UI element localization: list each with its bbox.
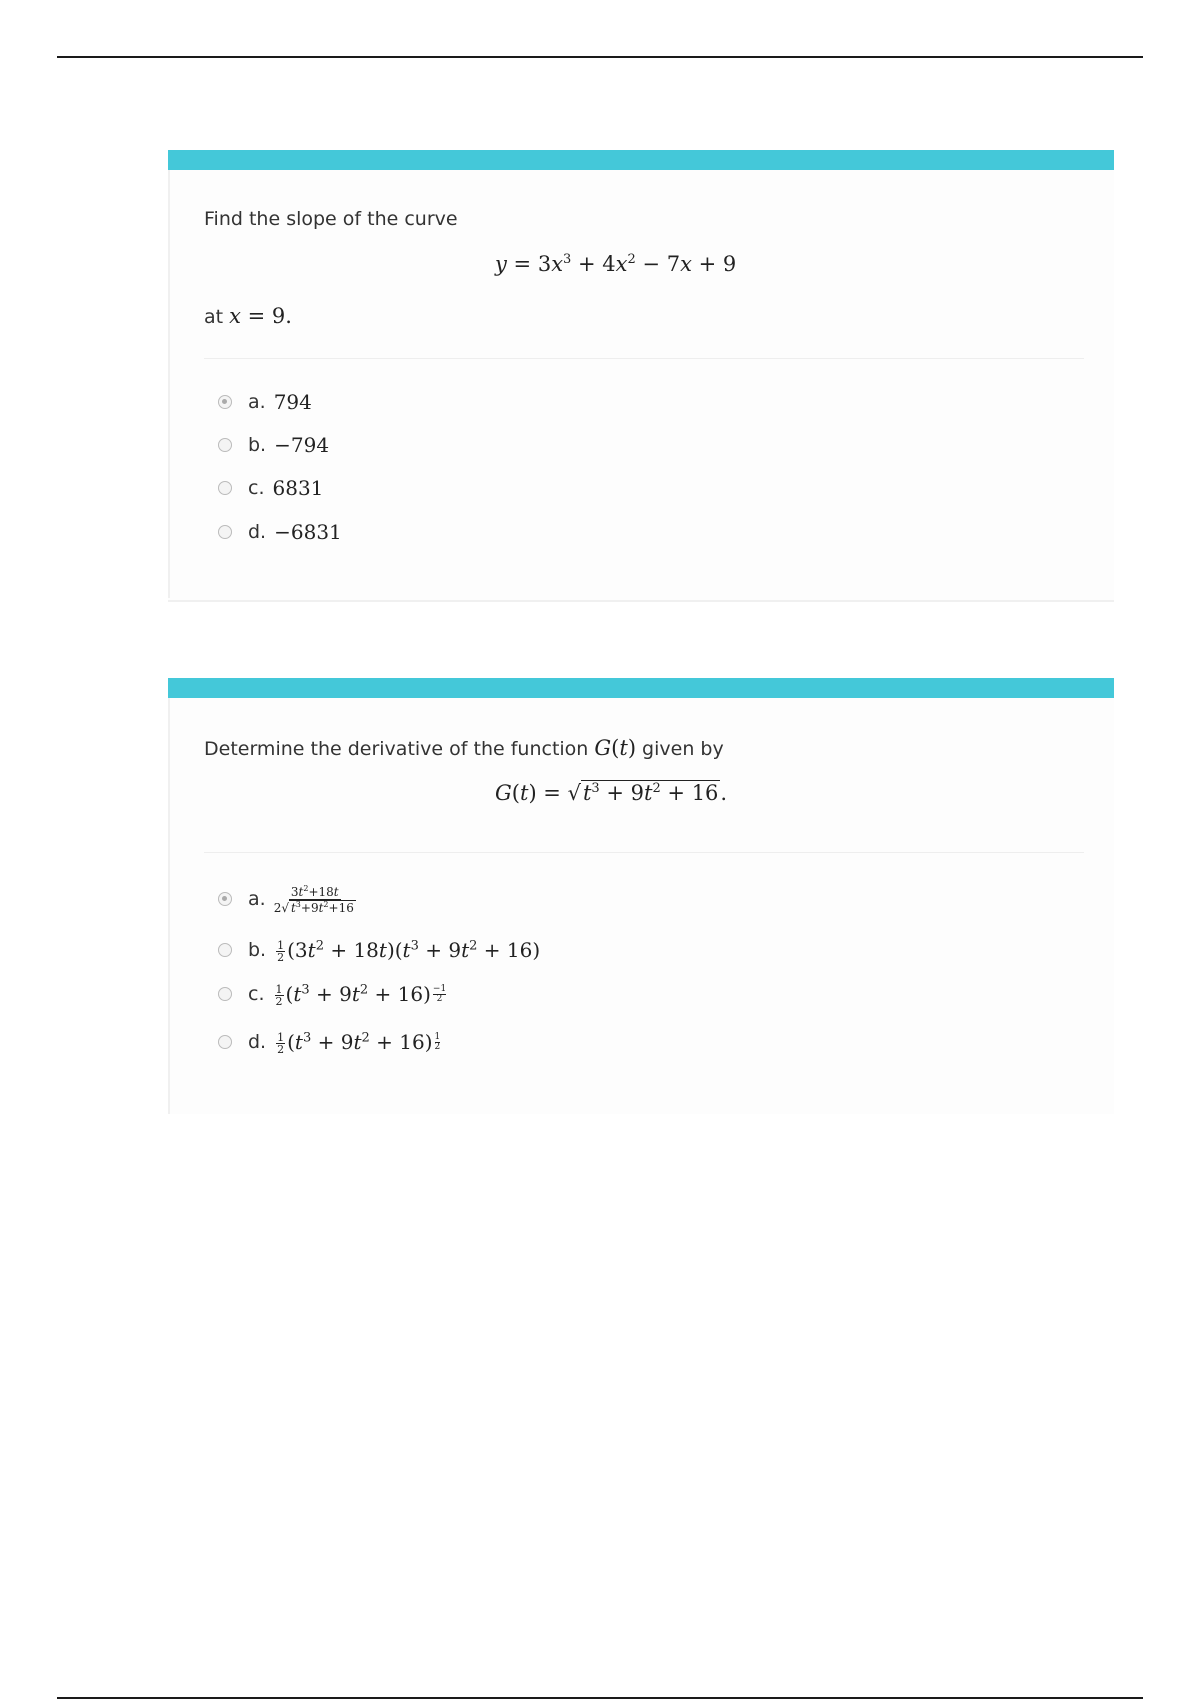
option-value: $\frac{1}{2}$ $(3t^2 + 18t)(t^3 + 9t^2 + 16)$ (277, 937, 541, 964)
radio-button[interactable] (218, 943, 232, 957)
radio-button[interactable] (218, 395, 232, 409)
option-letter: c. (248, 983, 265, 1005)
question-prompt: Determine the derivative of the function G(t) given by (204, 736, 724, 760)
radio-button[interactable] (218, 892, 232, 906)
divider (204, 852, 1084, 853)
answer-option-c[interactable] (218, 474, 323, 502)
radio-button[interactable] (218, 1035, 232, 1049)
option-letter: a. (248, 391, 266, 413)
question-card-1 (168, 150, 1114, 602)
page-top-rule (57, 56, 1143, 58)
option-value: $\frac{3t^2+18t}{2√ t^3+9t^2+16}$ (273, 883, 354, 915)
question-header-bar (168, 678, 1114, 698)
divider (204, 358, 1084, 359)
answer-option-c[interactable] (218, 980, 446, 1008)
question-equation: $G(t) = √t^3 + 9t^2 + 16$. (495, 781, 728, 805)
page-bottom-rule (57, 1697, 1143, 1699)
answer-option-b[interactable] (218, 431, 329, 459)
radio-button[interactable] (218, 525, 232, 539)
question-equation: $y = 3x^3 + 4x^2 - 7x + 9$ (495, 252, 737, 276)
question-header-bar (168, 150, 1114, 170)
radio-button[interactable] (218, 438, 232, 452)
option-value: −6831 (274, 520, 342, 544)
option-letter: b. (248, 434, 267, 456)
option-value: 6831 (272, 476, 324, 500)
option-letter: d. (248, 1031, 267, 1053)
option-letter: b. (248, 939, 267, 961)
question-card-2 (168, 678, 1114, 1114)
answer-option-d[interactable] (218, 518, 342, 546)
question-prompt: Find the slope of the curve (204, 208, 458, 230)
question-condition: at x = 9. (204, 304, 292, 328)
answer-option-a[interactable] (218, 880, 356, 918)
radio-button[interactable] (218, 481, 232, 495)
answer-option-a[interactable] (218, 388, 312, 416)
option-letter: c. (248, 477, 265, 499)
option-letter: a. (248, 888, 266, 910)
option-value: $\frac{1}{2}$ $(t^3 + 9t^2 + 16)$ $\frac{-1}{2}$ (275, 981, 447, 1008)
option-value: −794 (274, 433, 330, 457)
answer-option-d[interactable] (218, 1028, 440, 1056)
option-letter: d. (248, 521, 267, 543)
option-value: 794 (273, 390, 312, 414)
radio-button[interactable] (218, 987, 232, 1001)
option-value: $\frac{1}{2}$ $(t^3 + 9t^2 + 16)$ $\frac{1}{2}$ (277, 1029, 441, 1056)
answer-option-b[interactable] (218, 936, 540, 964)
